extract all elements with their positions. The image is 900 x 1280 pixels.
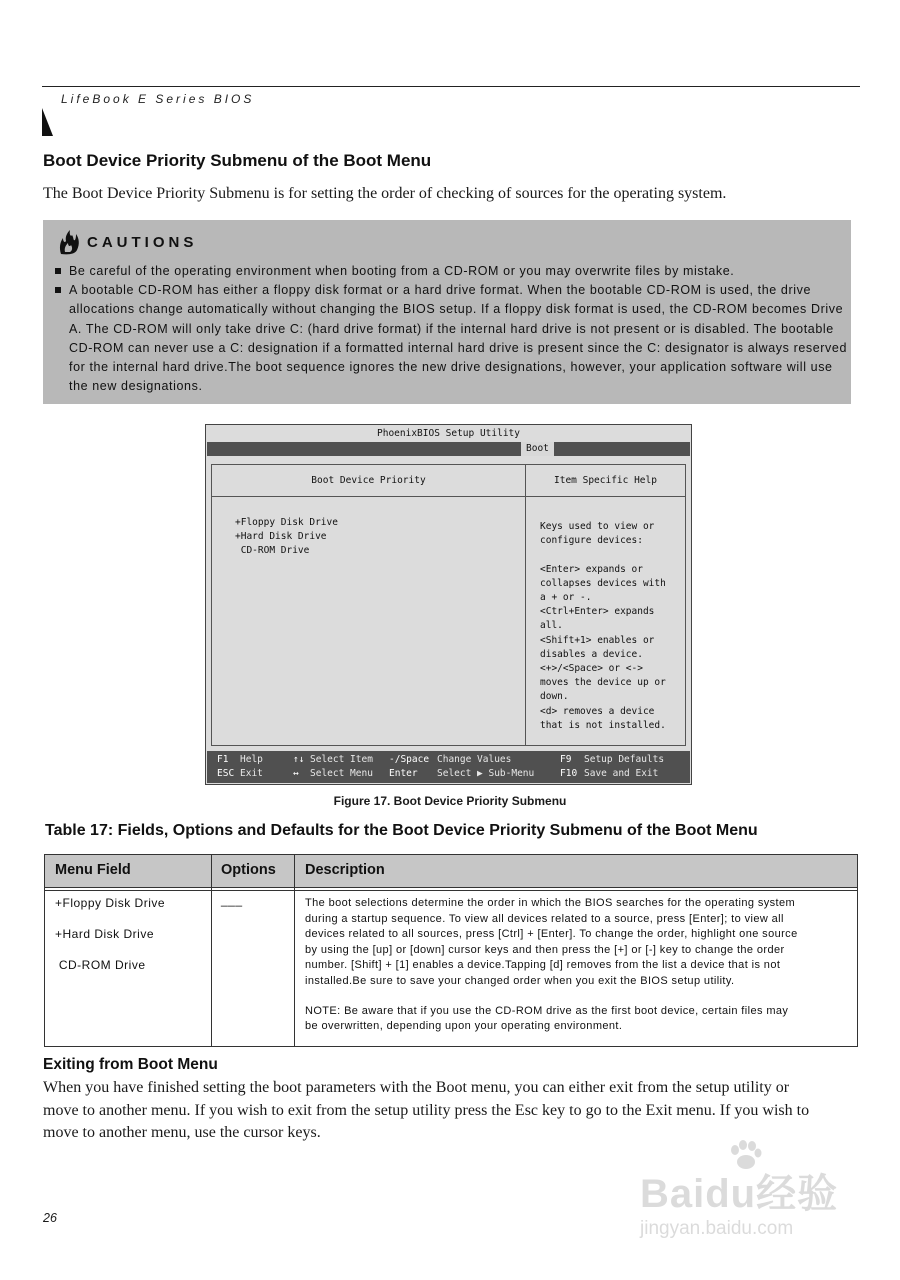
bios-key: ↑↓ [293, 754, 305, 765]
caution-text: A bootable CD-ROM has either a floppy disk format or a hard drive format. When the bootable CD-ROM is used, the drive allocations change automatically without changing the BIOS setup. If a floppy disk format is used, the CD-ROM becomes Drive A. The CD-ROM will only take drive C: (hard drive format) if the internal hard drive is not present or is disabled. The bootable CD-ROM can never use a C: designation if a formatted internal hard drive is present since the C: designator is always reserved for the internal hard drive.The boot sequence ignores the new drive designations, however, your application software will use the new designations. [69, 283, 848, 394]
bios-right-header: Item Specific Help [526, 465, 685, 497]
table-column-line [211, 855, 212, 1046]
bios-title: PhoenixBIOS Setup Utility [377, 428, 520, 439]
bios-key-label: Exit [240, 768, 263, 779]
bios-help-line: a + or -. [540, 592, 592, 603]
exiting-line: move to another menu. If you wish to exit from the setup utility press the Esc key to go to the Exit menu. If you wish to [43, 1101, 810, 1119]
table-field-cell: CD-ROM Drive [55, 958, 146, 972]
description-line: installed.Be sure to save your changed order when you exit the BIOS setup utility. [305, 974, 735, 987]
header-corner-mark [42, 108, 53, 136]
exiting-title: Exiting from Boot Menu [43, 1056, 218, 1073]
caution-item [55, 281, 854, 397]
bios-device-item: +Hard Disk Drive [235, 531, 327, 542]
bios-help-line: down. [540, 691, 569, 703]
bios-help-line: <Shift+1> enables or [540, 634, 655, 646]
bios-help-line: <Enter> expands or [540, 563, 643, 575]
table-header-cell: Menu Field [55, 862, 131, 878]
table-header-cell: Description [305, 862, 385, 878]
bios-footer [207, 751, 690, 783]
running-title: LifeBook E Series BIOS [61, 92, 255, 106]
table-description-cell [305, 896, 845, 1035]
bios-key-label: Select ▶ Sub-Menu [437, 768, 535, 779]
bios-key-label: Save and Exit [584, 768, 659, 779]
page-number: 26 [43, 1211, 57, 1225]
bios-key-label: Select Item [310, 754, 373, 765]
bios-key: F10 [560, 768, 578, 779]
caution-text: Be careful of the operating environment when booting from a CD-ROM or you may overwrite files by mistake. [69, 264, 735, 278]
bios-left-header: Boot Device Priority [212, 465, 526, 497]
baidu-watermark [640, 1140, 860, 1250]
bios-key-label: Change Values [437, 754, 512, 765]
exiting-body [43, 1077, 858, 1145]
cautions-box [43, 220, 851, 404]
bios-help-line: Keys used to view or [540, 521, 655, 532]
section-title: Boot Device Priority Submenu of the Boot Menu [43, 151, 432, 170]
table-header-double-rule [45, 890, 857, 891]
table-header-row [45, 855, 857, 888]
bios-key-label: Select Menu [310, 768, 373, 779]
table-field-cell: +Hard Disk Drive [55, 927, 155, 941]
bios-help-line: collapses devices with [540, 577, 666, 589]
watermark-url: jingyan.baidu.com [640, 1218, 794, 1239]
table-options-cell: ___ [221, 893, 243, 907]
exiting-line: When you have finished setting the boot parameters with the Boot menu, you can either exit from the setup utility or [43, 1079, 790, 1096]
bios-key: Enter [389, 768, 418, 779]
bios-help-line: moves the device up or [540, 677, 666, 689]
caution-item [55, 262, 854, 281]
bios-help-line: disables a device. [540, 648, 643, 660]
bios-panel [211, 464, 686, 746]
description-line: devices related to all sources, press [Ctrl] + [Enter]. To change the order, highlight one source [305, 928, 798, 941]
bios-tab-boot: Boot [521, 442, 554, 456]
bullet-square-icon [55, 287, 61, 293]
flame-hand-icon [57, 228, 81, 256]
figure-caption: Figure 17. Boot Device Priority Submenu [333, 794, 567, 808]
bios-key-label: Setup Defaults [584, 754, 665, 765]
table-column-line [294, 855, 295, 1046]
note-line: be overwritten, depending upon your operating environment. [305, 1020, 623, 1033]
bios-help-line: configure devices: [540, 535, 643, 547]
bios-key-label: Help [240, 754, 263, 765]
bios-key: F9 [560, 754, 572, 765]
bios-device-item: CD-ROM Drive [235, 545, 310, 556]
bios-help-line: <d> removes a device [540, 705, 655, 717]
bios-screenshot [205, 424, 692, 785]
bios-help-line: <+>/<Space> or <-> [540, 663, 643, 674]
description-line: by using the [up] or [down] cursor keys and then press the [+] or [-] key to change the order [305, 943, 785, 956]
cautions-title: CAUTIONS [87, 234, 198, 251]
table-header-cell: Options [221, 862, 276, 878]
table-title: Table 17: Fields, Options and Defaults for the Boot Device Priority Submenu of the Boot Menu [45, 822, 758, 839]
note-line: NOTE: Be aware that if you use the CD-ROM drive as the first boot device, certain files may [305, 1004, 789, 1017]
bios-menu-bar [207, 442, 690, 456]
bios-help-line: all. [540, 620, 563, 632]
bios-device-item: +Floppy Disk Drive [235, 517, 338, 528]
bullet-square-icon [55, 268, 61, 274]
table-field-cell: +Floppy Disk Drive [55, 896, 166, 910]
exiting-line: move to another menu, use the cursor keys. [43, 1124, 321, 1141]
description-line: during a startup sequence. To view all devices related to a source, press [Enter]; to view all [305, 912, 784, 925]
bios-help-line: <Ctrl+Enter> expands [540, 606, 655, 618]
header-rule [42, 86, 860, 87]
bios-key: -/Space [389, 754, 430, 765]
bios-key: ↔ [293, 768, 299, 779]
bios-column-divider [525, 496, 526, 745]
section-intro: The Boot Device Priority Submenu is for setting the order of checking of sources for the operating system. [43, 185, 727, 202]
bios-help-line: that is not installed. [540, 719, 666, 731]
description-line: number. [Shift] + [1] enables a device.Tapping [d] removes from the list a device that is not [305, 959, 781, 972]
fields-table [44, 854, 858, 1047]
description-line: The boot selections determine the order in which the BIOS searches for the operating system [305, 897, 796, 909]
bios-key: F1 [217, 754, 229, 765]
bios-key: ESC [217, 768, 235, 779]
watermark-brand: Baidu经验 [640, 1172, 839, 1216]
